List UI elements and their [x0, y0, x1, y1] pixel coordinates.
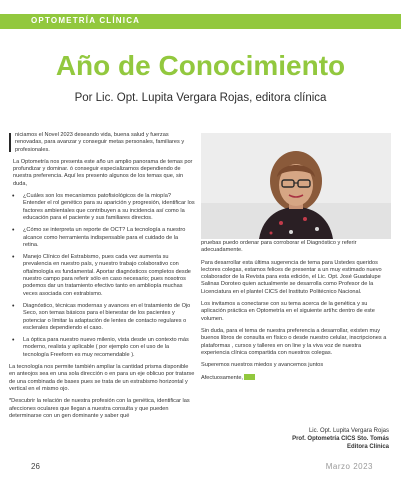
author-photo [201, 133, 391, 239]
author-portrait-image [201, 133, 391, 239]
section-label: OPTOMETRÍA CLÍNICA [31, 16, 141, 25]
left-column [9, 132, 195, 425]
bullet-icon: • [12, 193, 15, 201]
right-paragraph: pruebas puedo ordenar para corroborar el Diagnóstico y referir adecuadamente. [201, 240, 357, 254]
topic-list [9, 193, 195, 359]
article-title: Año de Conocimiento [55, 50, 346, 81]
paragraph-3: *Descubrir la relación de nuestra profesión con la genética, identificar las afecciones oculares que llegan a nuestra consulta y que pueden determinarse con un gen dominante y saber qué [9, 398, 190, 419]
list-item: • La óptica para nuestro nuevo milenio, vista desde un contexto más moderno, realista y aplicable ( por ejemplo con el uso de la tecnología Freeform es muy recomendable ). [12, 337, 189, 358]
issue-date: Marzo 2023 [325, 462, 373, 471]
right-paragraph: Superemos nuestros miedos y avancemos juntos [201, 362, 324, 369]
page-number: 26 [31, 462, 40, 471]
signature-name: Lic. Opt. Lupita Vergara Rojas [308, 428, 389, 434]
closing-line: Afectuosamente, [201, 374, 391, 382]
dropcap-bar [9, 133, 11, 152]
list-item: • Diagnóstico, técnicas modernas y avances en el tratamiento de Ojo Seco, son temas básicos para el bienestar de los pacientes y potenciar o limitar la adaptación de lentes de contacto regulares o esclerales dependiendo el caso. [12, 302, 191, 331]
list-item: • ¿Cómo se interpreta un reporte de OCT? La tecnología a nuestro alcance como herramienta indispensable para el cuidado de la retina. [12, 227, 186, 248]
bullet-icon: • [12, 337, 15, 345]
bullet-icon: • [12, 254, 15, 262]
paragraph-1: La Optometría nos presenta este año un amplio panorama de temas por profundizar y dominar. ó conseguir especializarnos dependiendo de nuestra preferencia. Aquí les presento algunos de los temas que, sin duda, [13, 158, 193, 187]
right-paragraph: Los invitamos a conectarse con su tema acerca de la genética y su aplicación práctica en Optometría en el siguiente artíhc dentro de este volumen. [201, 301, 375, 322]
signature-role: Prof. Optometría CICS Sto. Tomás [292, 436, 389, 443]
signature-title: Editora Clínica [346, 444, 389, 451]
right-paragraph: Sin duda, para el tema de nuestra preferencia a desarrollar, existen muy buenos libros de consulta en físico o desde nuestro celular, inscripciones a plataformas , cursos y talleres en on line y la viva voz de nuestra experiencia clínica compartida con nuestros colegas. [201, 327, 387, 356]
right-paragraph: Para desarrollar esta última sugerencia de tema para Ustedes queridos lectores colegas, estamos felices de presentar a un muy estimado nuevo colaborador de la Revista para esta edición, el Lic. Opt. José Guadalupe Salinas Doroteo quien actualmente se desarrolla como Profesor de la Licenciatura en el plantel CICS del Instituto Politécnico Nacional. [201, 259, 382, 295]
list-item: • Manejo Clínico del Estrabismo, pues cada vez aumenta su prevalencia en nuestro país, y nuestro trabajo colaborativo con oftalmología es fundamental. Aportar diagnósticos completos desde nuestro campo para referir sólo en caso necesario; pues nosotros podemos dar un tratamiento efectivo tanto en ambliopía muchas veces asociada con estrabismo. [12, 254, 191, 297]
highlight-mark [244, 374, 255, 380]
list-item: • ¿Cuáles son los mecanismos patofisiológicos de la miopía? Entender el rol genético para su aparición y progresión, identificar los factores ambientales que contribuyen a su incidencia así como la educación para el paciente y sus familiares directos. [12, 193, 195, 221]
bullet-icon: • [12, 302, 15, 310]
intro-paragraph [9, 132, 195, 154]
paragraph-2: La tecnología nos permite también ampliar la cantidad prisma disponible en anteojos sea en una sola dirección o en para un eje oblicuo por tratarse de una combinada de bases pues se trata de un estrabismo horizontal y vertical en el mismo ojo. [9, 364, 195, 392]
article-byline: Por Lic. Opt. Lupita Vergara Rojas, editora clínica [74, 92, 327, 104]
right-column [201, 240, 391, 388]
bullet-icon: • [12, 227, 15, 235]
signature-block [292, 427, 389, 452]
section-banner [0, 14, 401, 29]
intro-text: niciamos el Novel 2023 deseando vida, buena salud y fuerzas renovadas, para avanzar y conseguir metas personales, familiares y profesionales. [15, 132, 185, 153]
